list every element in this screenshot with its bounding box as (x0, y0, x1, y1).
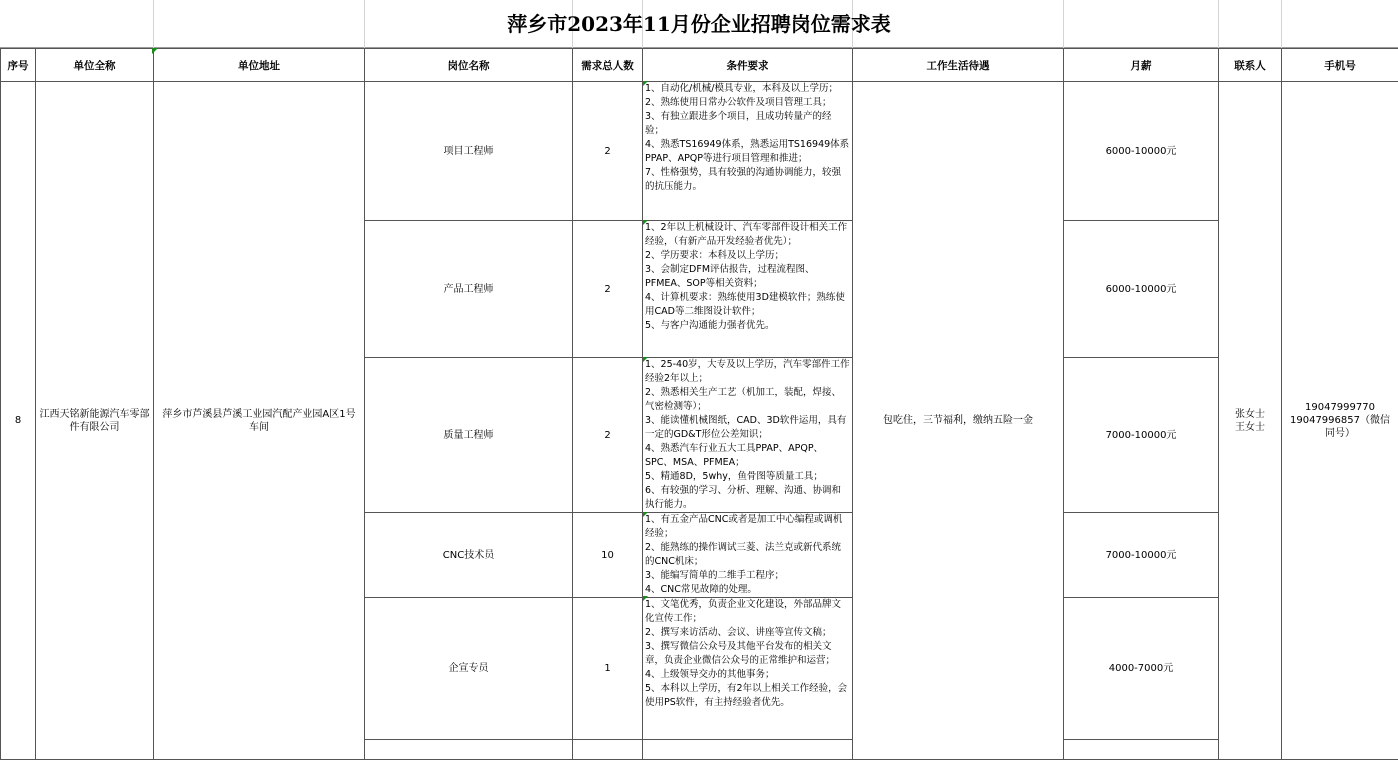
cell-salary[interactable]: 4000-7000元 (1064, 598, 1219, 740)
cell-count[interactable] (573, 740, 643, 760)
cell-job-title[interactable]: 项目工程师 (365, 82, 573, 221)
cell-address[interactable]: 萍乡市芦溪县芦溪工业园汽配产业园A区1号车间 (154, 82, 365, 760)
requirement-line: 3、能读懂机械图纸，CAD、3D软件运用，具有一定的GD&T形位公差知识； (645, 414, 850, 442)
cell-job-title[interactable] (365, 740, 573, 760)
cell-count[interactable]: 2 (573, 221, 643, 358)
recruitment-table (0, 48, 1398, 760)
header-count[interactable]: 需求总人数 (573, 49, 643, 82)
header-row (1, 49, 1398, 82)
cell-seq[interactable]: 8 (1, 82, 36, 760)
requirement-line: 2、撰写来访活动、会议、讲座等宣传文稿； (645, 626, 850, 640)
header-company-name[interactable]: 单位全称 (36, 49, 154, 82)
header-seq[interactable]: 序号 (1, 49, 36, 82)
cell-count[interactable]: 1 (573, 598, 643, 740)
requirement-line: 4、熟悉汽车行业五大工具PPAP、APQP、SPC、MSA、PFMEA； (645, 442, 850, 470)
cell-comment-marker (643, 220, 648, 225)
cell-comment-marker (643, 357, 648, 362)
requirement-line: 2、学历要求：本科及以上学历； (645, 249, 850, 263)
requirement-line: 5、精通8D，5why，鱼骨图等质量工具； (645, 470, 850, 484)
cell-count[interactable]: 2 (573, 82, 643, 221)
cell-requirements[interactable] (643, 358, 853, 513)
requirement-line: 3、会制定DFM评估报告，过程流程图、PFMEA、SOP等相关资料； (645, 263, 850, 291)
cell-comment-marker (643, 596, 648, 601)
requirement-line: 4、CNC常见故障的处理。 (645, 583, 850, 597)
cell-count[interactable]: 10 (573, 513, 643, 598)
cell-salary[interactable]: 6000-10000元 (1064, 82, 1219, 221)
cell-company-name[interactable]: 江西天铭新能源汽车零部件有限公司 (36, 82, 154, 760)
requirement-line: 5、本科以上学历，有2年以上相关工作经验，会使用PS软件，有主持经验者优先。 (645, 682, 850, 710)
cell-comment-marker (152, 48, 158, 54)
cell-job-title[interactable]: 产品工程师 (365, 221, 573, 358)
cell-requirements[interactable] (643, 598, 853, 740)
cell-job-title[interactable]: CNC技术员 (365, 513, 573, 598)
requirement-line: 6、有较强的学习、分析、理解、沟通、协调和执行能力。 (645, 484, 850, 512)
cell-salary[interactable]: 7000-10000元 (1064, 358, 1219, 513)
cell-salary[interactable]: 7000-10000元 (1064, 513, 1219, 598)
cell-job-title[interactable]: 企宣专员 (365, 598, 573, 740)
cell-requirements[interactable] (643, 221, 853, 358)
requirement-line: 2、能熟练的操作调试三菱、法兰克或新代系统的CNC机床； (645, 541, 850, 569)
header-phone[interactable]: 手机号 (1282, 49, 1398, 82)
cell-phone[interactable]: 19047999770 19047996857（微信同号） (1282, 82, 1398, 760)
header-salary[interactable]: 月薪 (1064, 49, 1219, 82)
requirement-line: 4、计算机要求：熟练使用3D建模软件；熟练使用CAD等二维图设计软件； (645, 291, 850, 319)
cell-comment-marker (643, 81, 648, 86)
header-requirements[interactable]: 条件要求 (643, 49, 853, 82)
header-benefits[interactable]: 工作生活待遇 (853, 49, 1064, 82)
requirement-line: 4、熟悉TS16949体系，熟悉运用TS16949体系PPAP、APQP等进行项目管理和推进； (645, 138, 850, 166)
requirement-line: 7、性格强势，具有较强的沟通协调能力，较强的抗压能力。 (645, 166, 850, 194)
cell-salary[interactable]: 6000-10000元 (1064, 221, 1219, 358)
cell-contact[interactable]: 张女士 王女士 (1219, 82, 1282, 760)
requirement-line: 3、有独立跟进多个项目，且成功转量产的经验； (645, 110, 850, 138)
requirement-line: 3、能编写简单的二维手工程序； (645, 569, 850, 583)
page-title: 萍乡市2023年11月份企业招聘岗位需求表 (0, 0, 1398, 48)
cell-requirements[interactable] (643, 82, 853, 221)
header-address[interactable]: 单位地址 (154, 49, 365, 82)
requirement-line: 3、撰写微信公众号及其他平台发布的相关文章，负责企业微信公众号的正常维护和运营； (645, 640, 850, 668)
cell-job-title[interactable]: 质量工程师 (365, 358, 573, 513)
header-contact[interactable]: 联系人 (1219, 49, 1282, 82)
requirement-line: 4、上级领导交办的其他事务； (645, 668, 850, 682)
requirement-line: 1、自动化/机械/模具专业，本科及以上学历； (645, 82, 850, 96)
table-row (1, 82, 1398, 221)
cell-requirements[interactable] (643, 513, 853, 598)
requirement-line: 1、25-40岁，大专及以上学历，汽车零部件工作经验2年以上； (645, 358, 850, 386)
requirement-line: 1、2年以上机械设计、汽车零部件设计相关工作经验，（有新产品开发经验者优先）； (645, 221, 850, 249)
cell-benefits[interactable]: 包吃住，三节福利，缴纳五险一金 (853, 82, 1064, 760)
cell-count[interactable]: 2 (573, 358, 643, 513)
cell-salary[interactable] (1064, 740, 1219, 760)
cell-requirements[interactable] (643, 740, 853, 760)
cell-comment-marker (643, 512, 648, 517)
header-job-title[interactable]: 岗位名称 (365, 49, 573, 82)
requirement-line: 2、熟练使用日常办公软件及项目管理工具； (645, 96, 850, 110)
requirement-line: 1、有五金产品CNC或者是加工中心编程或调机经验； (645, 513, 850, 541)
requirement-line: 2、熟悉相关生产工艺（机加工，装配，焊接、气密检测等）； (645, 386, 850, 414)
requirement-line: 5、与客户沟通能力强者优先。 (645, 319, 850, 333)
requirement-line: 1、文笔优秀，负责企业文化建设，外部品牌文化宣传工作； (645, 598, 850, 626)
